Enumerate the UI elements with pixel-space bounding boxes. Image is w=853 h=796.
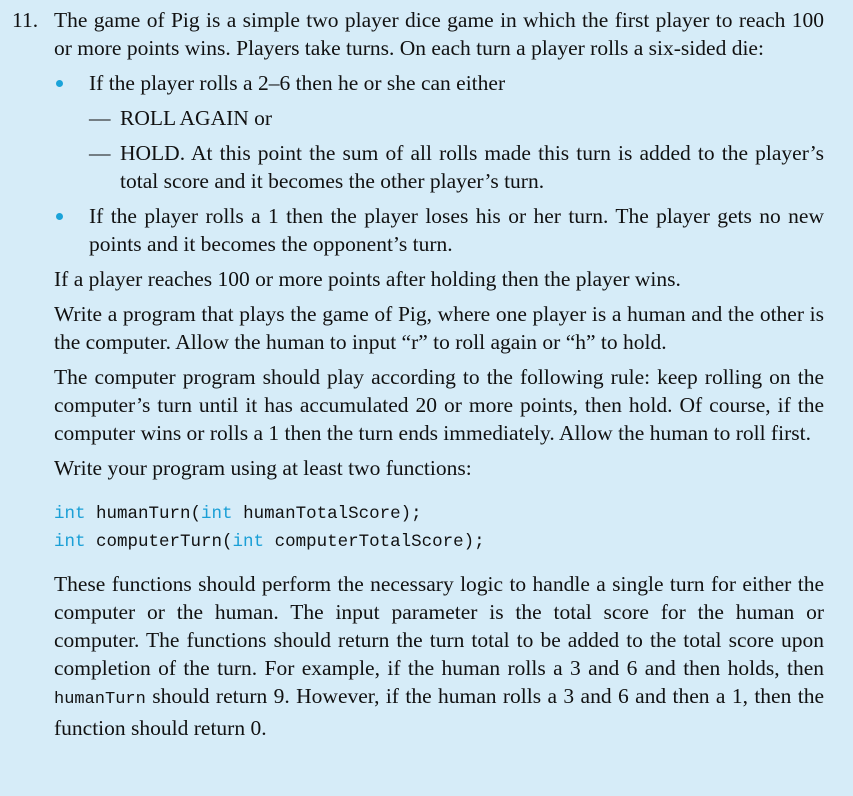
keyword-int: int (232, 532, 265, 552)
keyword-int: int (54, 504, 86, 524)
exercise-content (54, 6, 824, 749)
functions-description-paragraph (54, 570, 824, 742)
option-hold-text: HOLD. At this point the sum of all rolls made this turn is added to the player’s total score and it becomes the other player’s turn. (120, 141, 824, 193)
option-roll-again-text: ROLL AGAIN or (120, 106, 273, 130)
functions-description-text: These functions should perform the necessary logic to handle a single turn for either the computer or the human. The input parameter is the total score for the human or computer. The functions should return the turn total to be added to the total score upon completion of the turn. For example, if the human rolls a 3 and 6 and then holds, then (54, 572, 824, 680)
function-signatures-code (54, 500, 824, 556)
code-line-computer-turn (54, 528, 824, 556)
rule-roll-2-6-text: If the player rolls a 2–6 then he or she can either (89, 71, 506, 95)
option-hold (89, 139, 824, 195)
keyword-int: int (54, 532, 86, 552)
write-program-paragraph: Write a program that plays the game of Pig, where one player is a human and the other is the computer. Allow the human to input “r” to roll again or “h” to hold. (54, 302, 824, 354)
code-line-human-turn (54, 500, 824, 528)
code-human-turn-name: humanTurn( (85, 504, 202, 524)
code-human-turn-param: humanTotalScore); (232, 504, 422, 524)
exercise-number: 11. (12, 8, 39, 32)
code-computer-turn-param: computerTotalScore); (264, 532, 485, 552)
computer-rule-paragraph: The computer program should play according to the following rule: keep rolling on the computer’s turn until it has accumulated 20 or more points, then hold. Of course, if the computer wins or rolls a 1 then the turn ends immediately. Allow the human to roll first. (54, 365, 824, 445)
inline-code-human-turn: humanTurn (54, 690, 146, 709)
rule-roll-2-6 (54, 69, 824, 195)
bullet-icon (56, 213, 63, 220)
functions-paragraph: Write your program using at least two functions: (54, 456, 472, 480)
rule-roll-1-text: If the player rolls a 1 then the player loses his or her turn. The player gets no new points and it becomes the opponent’s turn. (89, 204, 824, 256)
functions-description-text-end: should return 9. However, if the human rolls a 3 and 6 and then a 1, then the function should return 0. (54, 684, 824, 740)
win-paragraph: If a player reaches 100 or more points after holding then the player wins. (54, 267, 681, 291)
intro-paragraph: The game of Pig is a simple two player dice game in which the first player to reach 100 or more points wins. Players take turns. On each turn a player rolls a six-sided die: (54, 8, 824, 60)
code-computer-turn-name: computerTurn( (85, 532, 233, 552)
dash-marker: — (89, 106, 111, 130)
keyword-int: int (201, 504, 233, 524)
option-roll-again (89, 104, 824, 132)
bullet-icon (56, 80, 63, 87)
rule-roll-1 (54, 202, 824, 258)
rules-list (54, 69, 824, 258)
dash-marker: — (89, 141, 111, 165)
